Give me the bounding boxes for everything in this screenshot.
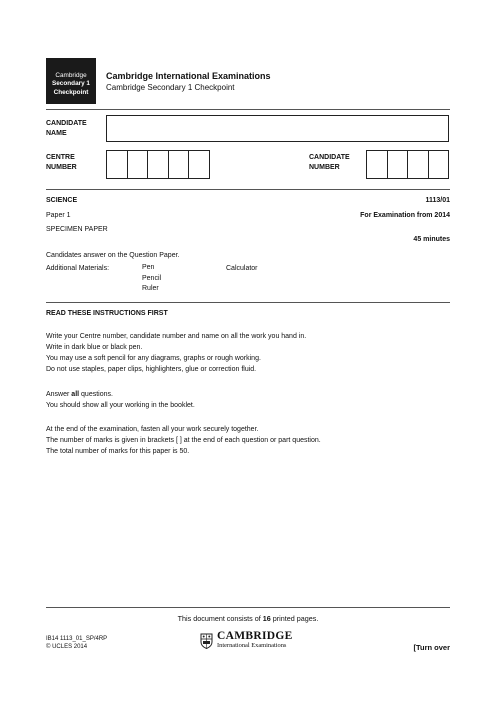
centre-number-digit-box[interactable] bbox=[189, 151, 209, 178]
page-count-pre: This document consists of bbox=[177, 614, 263, 623]
centre-number-digit-box[interactable] bbox=[107, 151, 128, 178]
candidate-number-digit-box[interactable] bbox=[388, 151, 409, 178]
instruction-line: At the end of the examination, fasten all your work securely together. bbox=[46, 426, 259, 433]
candidate-number-label-line2: NUMBER bbox=[309, 164, 340, 171]
materials-label: Additional Materials: bbox=[46, 265, 110, 272]
cambridge-wordmark: CAMBRIDGE bbox=[217, 630, 293, 642]
instruction-line bbox=[46, 389, 195, 400]
cambridge-sub: International Examinations bbox=[217, 642, 287, 649]
paper-code: 1113/01 bbox=[425, 197, 450, 204]
header-title: Cambridge International Examinations bbox=[106, 71, 271, 81]
answer-pre: Answer bbox=[46, 391, 72, 398]
centre-number-label bbox=[46, 153, 77, 173]
candidate-number-field[interactable] bbox=[366, 150, 449, 179]
candidate-name-label bbox=[46, 119, 87, 139]
centre-number-label-line1: CENTRE bbox=[46, 154, 75, 161]
subject: SCIENCE bbox=[46, 197, 78, 204]
candidate-number-digit-box[interactable] bbox=[408, 151, 429, 178]
instructions-heading: READ THESE INSTRUCTIONS FIRST bbox=[46, 310, 168, 317]
material-item: Pen bbox=[142, 264, 155, 271]
candidate-number-label bbox=[309, 153, 350, 173]
instruction-line: Write your Centre number, candidate number and name on all the work you hand in. bbox=[46, 333, 307, 340]
instruction-line: Write in dark blue or black pen. bbox=[46, 344, 143, 351]
candidate-number-digit-box[interactable] bbox=[367, 151, 388, 178]
header-subtitle: Cambridge Secondary 1 Checkpoint bbox=[106, 83, 235, 92]
cambridge-checkpoint-logo bbox=[46, 58, 96, 104]
materials-list bbox=[142, 263, 161, 295]
cambridge-logo bbox=[200, 632, 293, 650]
answer-all: all bbox=[71, 391, 80, 398]
divider bbox=[46, 302, 450, 303]
candidate-name-label-line2: NAME bbox=[46, 130, 67, 137]
divider bbox=[46, 109, 450, 110]
duration: 45 minutes bbox=[413, 236, 450, 243]
page-count-note bbox=[0, 614, 496, 623]
answer-post: questions. bbox=[79, 391, 113, 398]
candidate-name-field[interactable] bbox=[106, 115, 449, 142]
turn-over: [Turn over bbox=[413, 643, 450, 652]
logo-line-1: Cambridge bbox=[55, 72, 87, 79]
logo-line-2: Secondary 1 bbox=[51, 80, 90, 88]
centre-number-field[interactable] bbox=[106, 150, 210, 179]
logo-line-3: Checkpoint bbox=[53, 88, 89, 96]
candidate-number-digit-box[interactable] bbox=[429, 151, 449, 178]
centre-number-digit-box[interactable] bbox=[169, 151, 190, 178]
exam-from: For Examination from 2014 bbox=[360, 212, 450, 219]
material-calculator: Calculator bbox=[226, 265, 258, 272]
paper-number: Paper 1 bbox=[46, 212, 71, 219]
copyright: © UCLES 2014 bbox=[46, 643, 88, 650]
candidate-name-label-line1: CANDIDATE bbox=[46, 120, 87, 127]
instructions-block-1 bbox=[46, 331, 306, 375]
paper-type: SPECIMEN PAPER bbox=[46, 226, 108, 233]
instruction-line: The number of marks is given in brackets [ ] at the end of each question or part question. bbox=[46, 437, 321, 444]
candidate-number-label-line1: CANDIDATE bbox=[309, 154, 350, 161]
divider bbox=[46, 607, 450, 608]
instructions-block-2 bbox=[46, 389, 195, 411]
answer-note: Candidates answer on the Question Paper. bbox=[46, 252, 180, 259]
instruction-line: You should show all your working in the booklet. bbox=[46, 402, 195, 409]
ref-code: IB14 1113_01_SP/4RP bbox=[46, 636, 108, 642]
centre-number-digit-box[interactable] bbox=[128, 151, 149, 178]
instruction-line: You may use a soft pencil for any diagrams, graphs or rough working. bbox=[46, 355, 261, 362]
centre-number-digit-box[interactable] bbox=[148, 151, 169, 178]
centre-number-label-line2: NUMBER bbox=[46, 164, 77, 171]
material-item: Pencil bbox=[142, 274, 162, 282]
instruction-line: The total number of marks for this paper is 50. bbox=[46, 448, 190, 455]
page-count: 16 bbox=[262, 614, 271, 623]
material-item: Ruler bbox=[142, 285, 159, 292]
footer-ref bbox=[46, 636, 107, 651]
instruction-line: Do not use staples, paper clips, highlighters, glue or correction fluid. bbox=[46, 366, 257, 373]
cambridge-crest-icon bbox=[200, 633, 213, 649]
instructions-block-3 bbox=[46, 424, 321, 457]
divider bbox=[46, 189, 450, 190]
page-count-post: printed pages. bbox=[270, 614, 319, 623]
